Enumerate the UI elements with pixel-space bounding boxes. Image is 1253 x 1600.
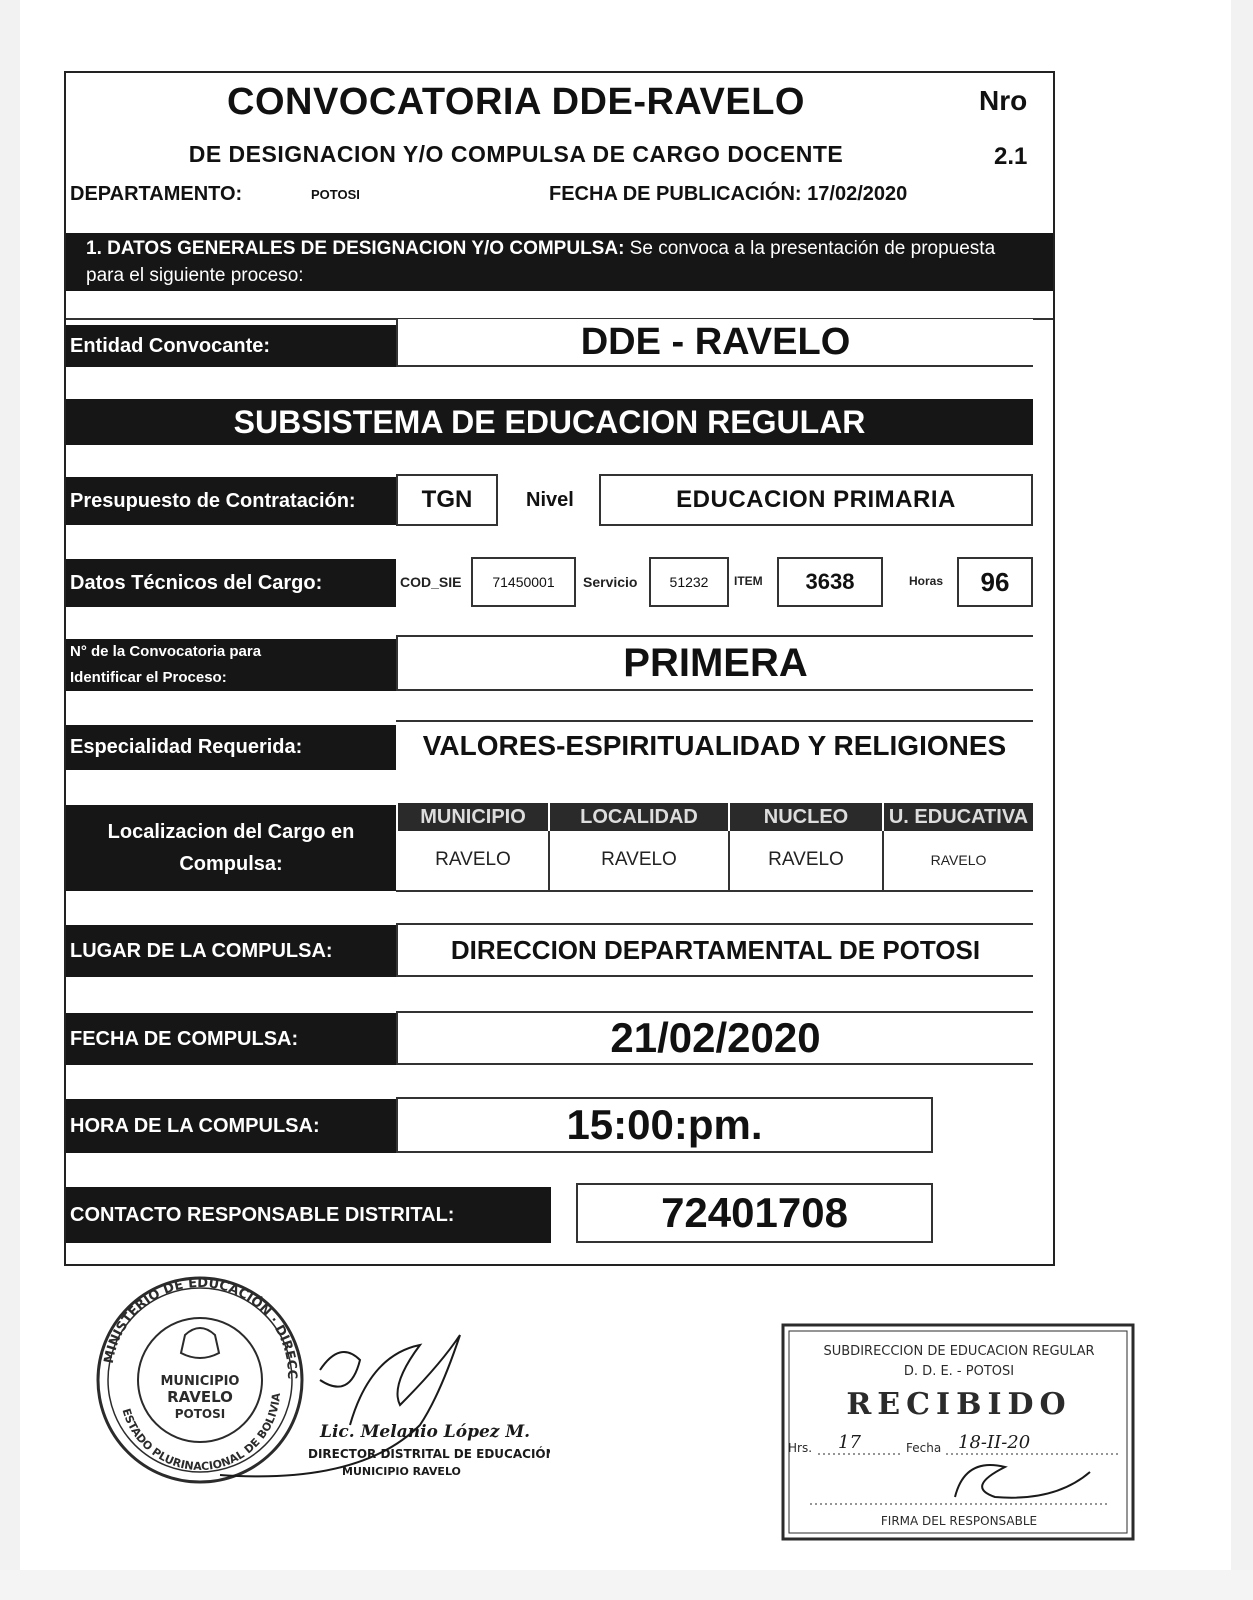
form-title: CONVOCATORIA DDE-RAVELO: [227, 81, 805, 123]
hora-compulsa-label: HORA DE LA COMPULSA:: [66, 1099, 396, 1153]
loc-divider: [728, 831, 730, 891]
nro-label: Nro: [979, 85, 1028, 116]
localizacion-label-line2: Compulsa:: [179, 853, 283, 875]
convocatoria-form: [64, 71, 1055, 1266]
cod-sie-label: COD_SIE: [400, 574, 462, 590]
horas-value: 96: [957, 557, 1033, 607]
loc-divider: [882, 831, 884, 891]
seal-center-1: MUNICIPIO: [160, 1374, 240, 1389]
servicio-value: 51232: [649, 557, 729, 607]
recibido-stamp-icon: [780, 1322, 1138, 1544]
localizacion-label: [66, 805, 396, 891]
loc-header-u-educativa: U. EDUCATIVA: [884, 803, 1033, 831]
loc-header-localidad: LOCALIDAD: [550, 803, 728, 831]
scan-right-edge: [1231, 0, 1253, 1600]
signer-title: DIRECTOR DISTRITAL DE EDUCACIÓN: [308, 1447, 550, 1461]
recibido-hrs-label: Hrs.: [788, 1441, 813, 1455]
loc-value-u-educativa: RAVELO: [930, 852, 987, 868]
item-value: 3638: [777, 557, 883, 607]
loc-bottom-line: [396, 890, 1033, 892]
fecha-publicacion: FECHA DE PUBLICACIÓN: 17/02/2020: [549, 183, 908, 205]
cod-sie-value: 71450001: [471, 557, 576, 607]
convocatoria-label: [66, 639, 396, 691]
horas-label: Horas: [909, 574, 944, 588]
departamento-value: POTOSI: [311, 187, 360, 202]
entidad-value: DDE - RAVELO: [396, 319, 1033, 367]
hora-compulsa-value: 15:00:pm.: [396, 1097, 933, 1153]
lugar-value: DIRECCION DEPARTAMENTAL DE POTOSI: [396, 923, 1033, 977]
departamento-label: DEPARTAMENTO:: [70, 183, 243, 205]
localizacion-label-line1: Localizacion del Cargo en: [107, 821, 355, 843]
presupuesto-value: TGN: [396, 474, 498, 526]
loc-header-municipio: MUNICIPIO: [398, 803, 548, 831]
especialidad-value: VALORES-ESPIRITUALIDAD Y RELIGIONES: [396, 720, 1033, 770]
nivel-label: Nivel: [526, 489, 574, 511]
scan-bottom-edge: [0, 1570, 1253, 1600]
seal-center-3: POTOSI: [174, 1407, 226, 1421]
convocatoria-label-line2: Identificar el Proceso:: [70, 669, 227, 686]
seal-and-signature: [90, 1265, 550, 1535]
seal-icon: [90, 1265, 550, 1535]
especialidad-label: Especialidad Requerida:: [66, 725, 396, 770]
recibido-line1: SUBDIRECCION DE EDUCACION REGULAR: [823, 1344, 1095, 1359]
section-1-banner: [66, 233, 1053, 291]
entidad-label: Entidad Convocante:: [66, 325, 396, 367]
fecha-compulsa-value: 21/02/2020: [396, 1011, 1033, 1065]
loc-value-nucleo: RAVELO: [768, 849, 844, 870]
loc-value-municipio: RAVELO: [435, 849, 511, 870]
contacto-value: 72401708: [576, 1183, 933, 1243]
recibido-stamp: [780, 1322, 1138, 1544]
servicio-label: Servicio: [583, 574, 638, 590]
loc-value-localidad: RAVELO: [601, 849, 677, 870]
recibido-firma-label: FIRMA DEL RESPONSABLE: [880, 1514, 1038, 1528]
datos-tecnicos-label: Datos Técnicos del Cargo:: [66, 559, 396, 607]
form-subtitle: DE DESIGNACION Y/O COMPULSA DE CARGO DOCENTE: [188, 141, 844, 167]
nro-value: 2.1: [994, 143, 1028, 170]
lugar-label: LUGAR DE LA COMPULSA:: [66, 925, 396, 977]
section-1-heading: 1. DATOS GENERALES DE DESIGNACION Y/O COMPULSA:: [86, 238, 625, 259]
svg-text:ESTADO PLURINACIONAL DE BOLIVI: ESTADO PLURINACIONAL DE BOLIVIA: [119, 1392, 284, 1474]
loc-header-nucleo: NUCLEO: [730, 803, 882, 831]
convocatoria-value: PRIMERA: [396, 635, 1033, 691]
recibido-fecha-value: 18-II-20: [958, 1432, 1031, 1453]
subsistema-banner: SUBSISTEMA DE EDUCACION REGULAR: [66, 399, 1033, 445]
recibido-line2: D. D. E. - POTOSI: [903, 1364, 1015, 1379]
recibido-hrs-value: 17: [838, 1432, 861, 1453]
recibido-title: RECIBIDO: [846, 1387, 1072, 1422]
presupuesto-label: Presupuesto de Contratación:: [66, 477, 396, 525]
convocatoria-label-line1: N° de la Convocatoria para: [70, 643, 262, 660]
signer-name: Lic. Melanio López M.: [320, 1422, 531, 1442]
signer-municipio: MUNICIPIO RAVELO: [342, 1465, 461, 1478]
scan-left-edge: [0, 0, 20, 1600]
seal-center-2: RAVELO: [167, 1388, 233, 1406]
loc-divider: [548, 831, 550, 891]
nivel-value: EDUCACION PRIMARIA: [599, 474, 1033, 526]
fecha-compulsa-label: FECHA DE COMPULSA:: [66, 1013, 396, 1065]
section-1-text: Se convoca a la presentación de propuesta para el siguiente proceso:: [86, 238, 996, 286]
recibido-fecha-label: Fecha: [906, 1441, 942, 1455]
svg-text:MINISTERIO DE EDUCACIÓN · DIRE: MINISTERIO DE EDUCACIÓN · DIRECC: [101, 1275, 300, 1380]
contacto-label: CONTACTO RESPONSABLE DISTRITAL:: [66, 1187, 551, 1243]
item-label: ITEM: [734, 574, 763, 588]
